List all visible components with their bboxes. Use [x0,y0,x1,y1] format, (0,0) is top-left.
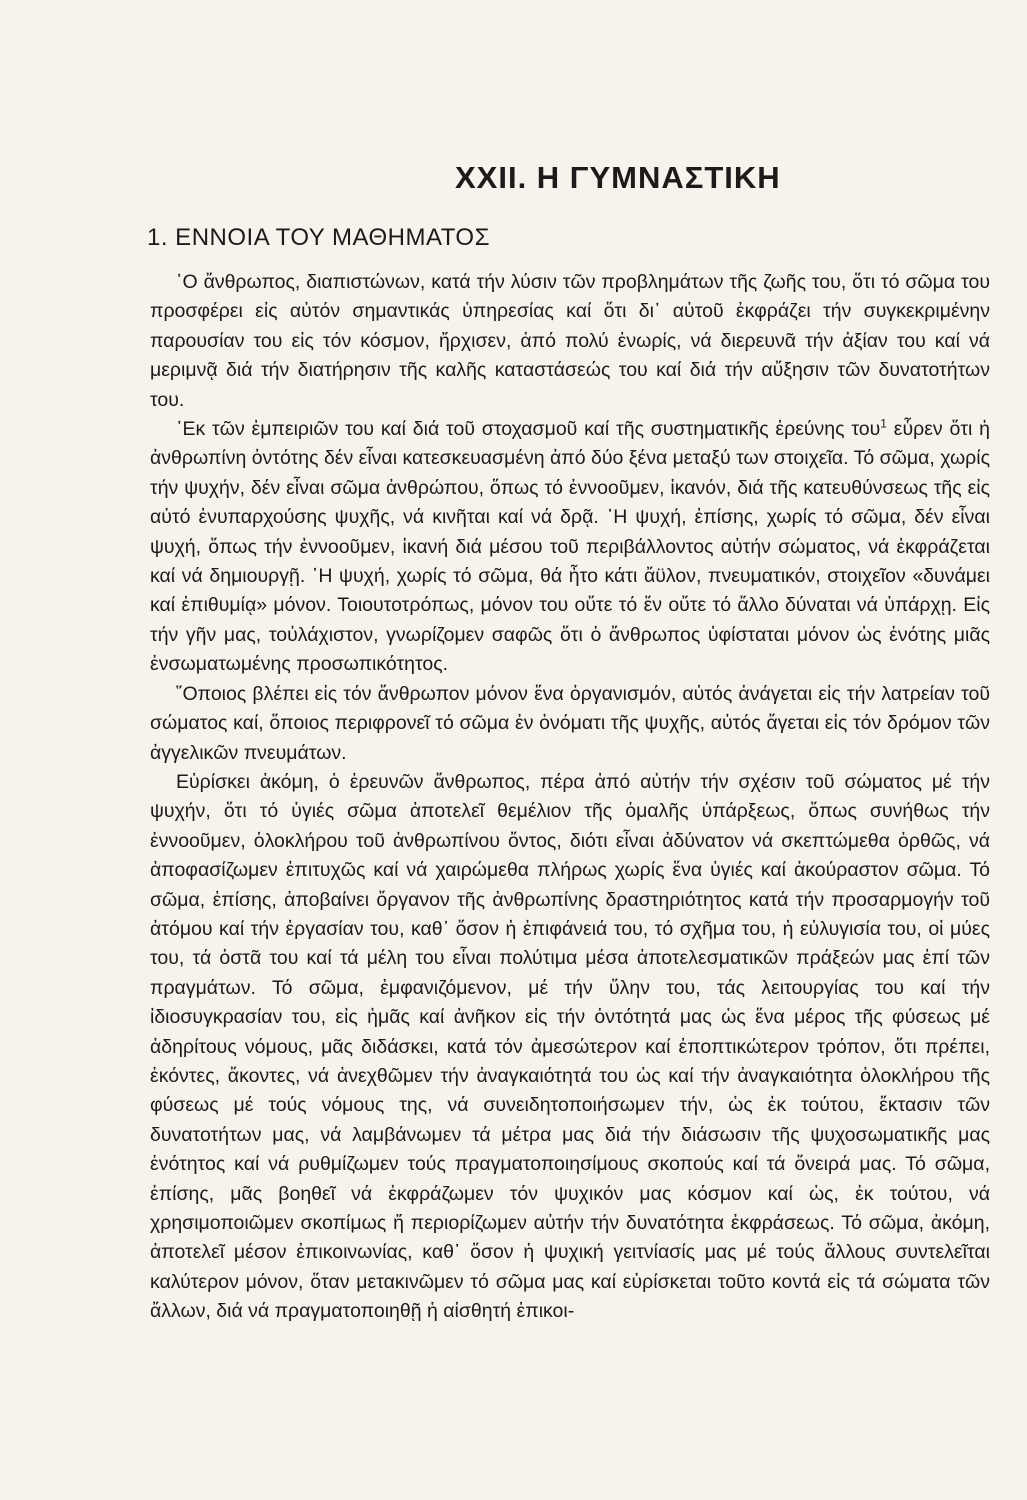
section-heading: 1. ΕΝΝΟΙΑ ΤΟΥ ΜΑΘΗΜΑΤΟΣ [147,224,490,251]
body-text [150,268,990,1327]
paragraph-2-start: ᾿Εκ τῶν ἐμπειριῶν του καί διά τοῦ στοχασμοῦ καί τῆς συστηματικῆς ἐρεύνης του [176,418,881,441]
chapter-title: XXII. Η ΓΥΜΝΑΣΤΙΚΗ [455,160,781,195]
paragraph-2-rest: εὗρεν ὅτι ἡ ἀνθρωπίνη ὀντότης δέν εἶναι κατεσκευασμένη ἀπό δύο ξένα μεταξύ των στοιχεῖα. Τό σῶμα, χωρίς τήν ψυχήν, δέν εἶναι σῶμα ἀνθρώπου, ὅπως τό ἐννοοῦμεν, ἱκανόν, διά τῆς κατευθύνσεως τῆς εἰς αὐτό ἐνυπαρχούσης ψυχῆς, νά κινῆται καί νά δρᾷ. ῾Η ψυχή, ἐπίσης, χωρίς τό σῶμα, δέν εἶναι ψυχή, ὅπως τήν ἐννοοῦμεν, ἱκανή διά μέσου τοῦ περιβάλλοντος αὐτήν σώματος, νά ἐκφράζεται καί νά δημιουργῇ. ῾Η ψυχή, χωρίς τό σῶμα, θά ἦτο κάτι ἄϋλον, πνευματικόν, στοιχεῖον «δυνάμει καί ἐπιθυμίᾳ» μόνον. Τοιουτοτρόπως, μόνον του οὔτε τό ἕν οὔτε τό ἄλλο δύναται νά ὑπάρχῃ. Εἰς τήν γῆν μας, τοὐλάχιστον, γνωρίζομεν σαφῶς ὅτι ὁ ἄνθρωπος ὑφίσταται μόνον ὡς ἑνότης μιᾶς ἐνσωματωμένης προσωπικότητος. [150,418,991,676]
paragraph-3: ῞Οποιος βλέπει εἰς τόν ἄνθρωπον μόνον ἕνα ὀργανισμόν, αὐτός ἀνάγεται εἰς τήν λατρείαν τοῦ σώματος καί, ὅποιος περιφρονεῖ τό σῶμα ἐν ὀνόματι τῆς ψυχῆς, αὐτός ἄγεται εἰς τόν δρόμον τῶν ἀγγελικῶν πνευμάτων. [150,682,990,764]
paragraph-1: ῾Ο ἄνθρωπος, διαπιστώνων, κατά τήν λύσιν τῶν προβλημάτων τῆς ζωῆς του, ὅτι τό σῶμα του προσφέρει εἰς αὐτόν σημαντικάς ὑπηρεσίας καί ὅτι δι᾿ αὐτοῦ ἐκφράζει τήν συγκεκριμένην παρουσίαν του εἰς τόν κόσμον, ἤρχισεν, ἀπό πολύ ἐνωρίς, νά διερευνᾶ τήν ἀξίαν του καί νά μεριμνᾷ διά τήν διατήρησιν τῆς καλῆς καταστάσεώς του καί διά τήν αὔξησιν τῶν δυνατοτήτων του. [150,271,990,411]
paragraph-4: Εὑρίσκει ἀκόμη, ὁ ἐρευνῶν ἄνθρωπος, πέρα ἀπό αὐτήν τήν σχέσιν τοῦ σώματος μέ τήν ψυχήν, ὅτι τό ὑγιές σῶμα ἀποτελεῖ θεμέλιον τῆς ὁμαλῆς ὑπάρξεως, ὅπως συνήθως τήν ἐννοοῦμεν, ὁλοκλήρου τοῦ ἀνθρωπίνου ὄντος, διότι εἶναι ἀδύνατον νά σκεπτώμεθα ὀρθῶς, νά ἀποφασίζωμεν ἐπιτυχῶς καί νά χαιρώμεθα πλήρως χωρίς ἕνα ὑγιές καί ἀκούραστον σῶμα. Τό σῶμα, ἐπίσης, ἀποβαίνει ὄργανον τῆς ἀνθρωπίνης δραστηριότητος κατά τήν προσαρμογήν τοῦ ἀτόμου καί τήν ἐργασίαν του, καθ᾿ ὅσον ἡ ἐπιφάνειά του, τό σχῆμα του, ἡ εὐλυγισία του, οἱ μύες του, τά ὀστᾶ του καί τά μέλη του εἶναι πολύτιμα μέσα ἀποτελεσματικῶν πράξεών μας ἐπί τῶν πραγμάτων. Τό σῶμα, ἐμφανιζόμενον, μέ τήν ὕλην του, τάς λειτουργίας του καί τήν ἰδιοσυγκρασίαν του, εἰς ἡμᾶς καί ἀνῆκον εἰς τήν ὀντότητά μας ὡς ἕνα μέρος τῆς φύσεως μέ ἀδηρίτους νόμους, μᾶς διδάσκει, κατά τόν ἀμεσώτερον καί ἐποπτικώτερον τρόπον, ὅτι πρέπει, ἑκόντες, ἄκοντες, νά ἀνεχθῶμεν τήν ἀναγκαιότητά του ὡς καί τήν ἀναγκαιότητα ὁλοκλήρου τῆς φύσεως μέ τούς νόμους της, νά συνειδητοποιήσωμεν τήν, ὡς ἐκ τούτου, ἔκτασιν τῶν δυνατοτήτων μας, νά λαμβάνωμεν τά μέτρα μας διά τήν διάσωσιν τῆς ψυχοσωματικῆς μας ἑνότητος καί νά ρυθμίζωμεν τούς πραγματοποιησίμους σκοπούς καί τά ὄνειρά μας. Τό σῶμα, ἐπίσης, μᾶς βοηθεῖ νά ἐκφράζωμεν τόν ψυχικόν μας κόσμον καί ὡς, ἐκ τούτου, νά χρησιμοποιῶμεν σκοπίμως ἤ περιορίζωμεν αὐτήν τήν δυνατότητα ἐκφράσεως. Τό σῶμα, ἀκόμη, ἀποτελεῖ μέσον ἐπικοινωνίας, καθ᾿ ὅσον ἡ ψυχική γειτνίασίς μας μέ τούς ἄλλους συντελεῖται καλύτερον μόνον, ὅταν μετακινῶμεν τό σῶμα μας καί εὑρίσκεται τοῦτο κοντά εἰς τά σώματα τῶν ἄλλων, διά νά πραγματοποιηθῇ ἡ αἰσθητή ἐπικοι- [150,770,990,1323]
paragraph-2 [150,415,990,680]
footnote-marker: 1 [880,416,887,431]
